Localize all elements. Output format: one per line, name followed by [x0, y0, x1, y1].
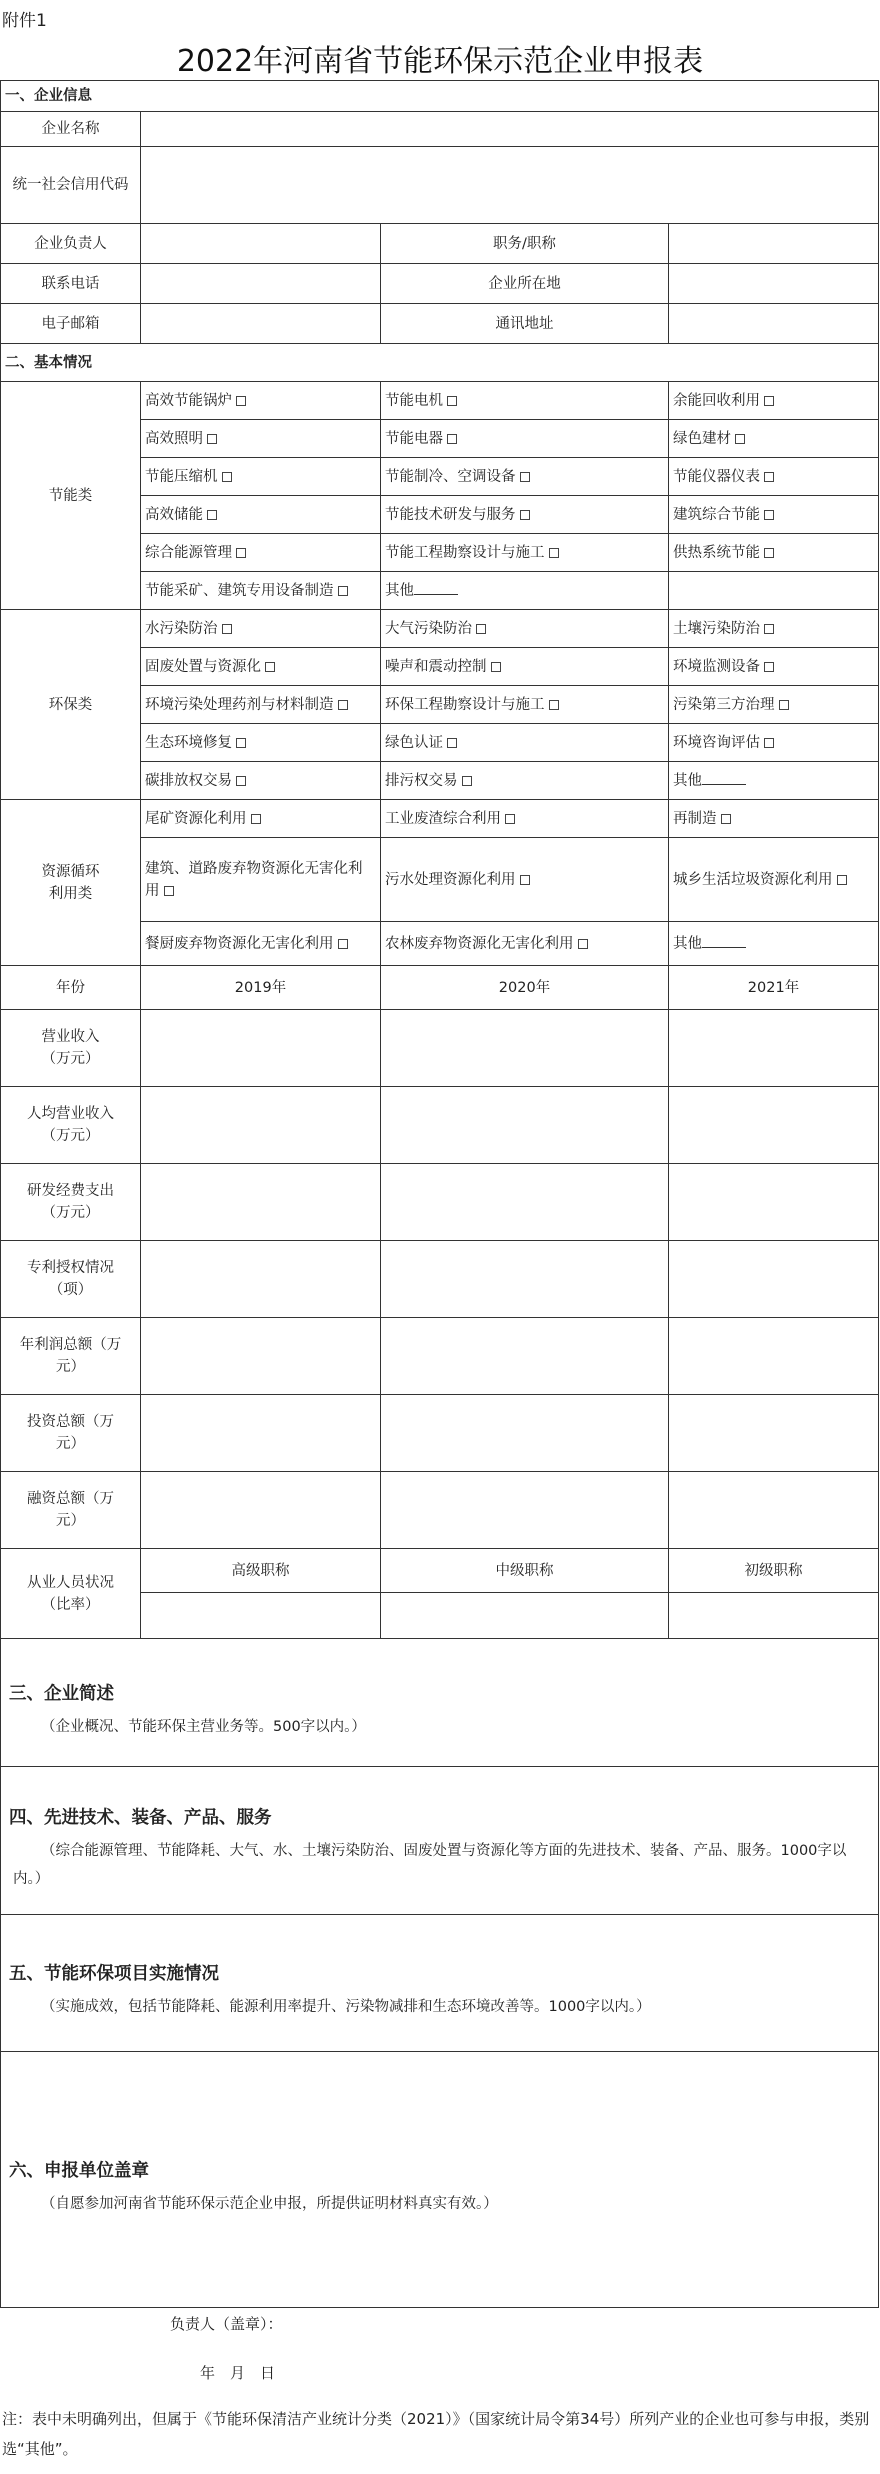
company-name-label: 企业名称	[1, 112, 141, 147]
section3-block[interactable]	[1, 1639, 879, 1767]
category-option[interactable]	[669, 420, 879, 458]
option-label: 节能仪器仪表	[673, 468, 760, 485]
signer-label: 负责人（盖章）：	[170, 2315, 283, 2333]
phone-field[interactable]	[141, 264, 381, 304]
staff-label	[1, 1549, 141, 1639]
checkbox-icon[interactable]	[447, 434, 457, 444]
section5-heading: 五、节能环保项目实施情况	[9, 1964, 219, 1984]
category-option[interactable]	[669, 534, 879, 572]
leader-field[interactable]	[141, 224, 381, 264]
label-line: （万元）	[41, 1205, 100, 1221]
option-label: 再制造	[673, 810, 717, 827]
category-option[interactable]	[669, 724, 879, 762]
metric-value-field[interactable]	[669, 1395, 879, 1472]
section4-hint: （综合能源管理、节能降耗、大气、水、土壤污染防治、固废处置与资源化等方面的先进技术、装备、产品、服务。1000字以内。）	[13, 1842, 847, 1887]
metric-value-field[interactable]	[669, 1472, 879, 1549]
checkbox-icon[interactable]	[779, 700, 789, 710]
option-label: 环境监测设备	[673, 658, 760, 675]
checkbox-icon[interactable]	[764, 396, 774, 406]
checkbox-icon[interactable]	[236, 548, 246, 558]
category-option[interactable]	[141, 686, 381, 724]
category-option[interactable]	[381, 800, 669, 838]
option-label: 餐厨废弃物资源化无害化利用	[145, 935, 334, 952]
option-label: 环境咨询评估	[673, 734, 760, 751]
attachment-label: 附件1	[2, 11, 47, 31]
section5-hint: （实施成效，包括节能降耗、能源利用率提升、污染物减排和生态环境改善等。1000字以内。）	[41, 1999, 651, 2015]
staff-title-header: 高级职称	[141, 1549, 381, 1593]
option-label: 节能采矿、建筑专用设备制造	[145, 582, 334, 599]
metric-value-field[interactable]	[141, 1164, 381, 1241]
checkbox-icon[interactable]	[491, 662, 501, 672]
option-label: 建筑、道路废弃物资源化无害化利用	[145, 860, 363, 899]
checkbox-icon[interactable]	[764, 472, 774, 482]
empty-cell	[669, 572, 879, 610]
label-line: 资源循环	[41, 863, 100, 880]
option-label: 高效照明	[145, 430, 203, 447]
label-line: 利用类	[48, 885, 93, 902]
metric-value-field[interactable]	[141, 1395, 381, 1472]
checkbox-icon[interactable]	[207, 434, 217, 444]
option-label: 绿色认证	[385, 734, 443, 751]
section6-block[interactable]	[1, 2052, 879, 2308]
option-label: 节能压缩机	[145, 468, 218, 485]
option-label: 土壤污染防治	[673, 620, 760, 637]
label-line: 从业人员状况	[27, 1574, 114, 1591]
checkbox-icon[interactable]	[462, 776, 472, 786]
label-line: 人均营业收入	[27, 1106, 114, 1122]
other-blank[interactable]	[414, 582, 458, 595]
checkbox-icon[interactable]	[251, 814, 261, 824]
application-form	[0, 80, 879, 2308]
label-line: 元）	[56, 1436, 85, 1452]
category-option[interactable]	[669, 686, 879, 724]
category-option[interactable]	[381, 648, 669, 686]
phone-label: 联系电话	[1, 264, 141, 304]
option-label: 余能回收利用	[673, 392, 760, 409]
year-header: 2021年	[669, 966, 879, 1010]
checkbox-icon[interactable]	[549, 700, 559, 710]
category-option[interactable]	[669, 610, 879, 648]
category-option[interactable]	[141, 382, 381, 420]
checkbox-icon[interactable]	[764, 662, 774, 672]
location-label: 企业所在地	[381, 264, 669, 304]
category-option[interactable]	[381, 382, 669, 420]
category-option[interactable]	[381, 572, 669, 610]
option-label: 节能电机	[385, 392, 443, 409]
checkbox-icon[interactable]	[222, 624, 232, 634]
metric-value-field[interactable]	[141, 1241, 381, 1318]
option-label: 供热系统节能	[673, 544, 760, 561]
credit-code-label: 统一社会信用代码	[1, 147, 141, 224]
category-option[interactable]	[141, 762, 381, 800]
option-label: 碳排放权交易	[145, 772, 232, 789]
category-option[interactable]	[381, 458, 669, 496]
option-label: 其他	[673, 772, 702, 789]
label-line: （项）	[48, 1282, 93, 1298]
metric-value-field[interactable]	[141, 1472, 381, 1549]
checkbox-icon[interactable]	[505, 814, 515, 824]
metric-value-field[interactable]	[669, 1010, 879, 1087]
label-line: 专利授权情况	[27, 1260, 114, 1276]
email-field[interactable]	[141, 304, 381, 344]
metric-value-field[interactable]	[669, 1164, 879, 1241]
staff-title-header: 中级职称	[381, 1549, 669, 1593]
category-option[interactable]	[381, 838, 669, 922]
category-option[interactable]	[141, 648, 381, 686]
metric-value-field[interactable]	[141, 1318, 381, 1395]
checkbox-icon[interactable]	[236, 776, 246, 786]
option-label: 其他	[673, 935, 702, 952]
metric-value-field[interactable]	[381, 1318, 669, 1395]
option-label: 高效储能	[145, 506, 203, 523]
other-blank[interactable]	[702, 935, 746, 948]
section6-heading: 六、申报单位盖章	[9, 2160, 149, 2181]
section1-heading: 一、企业信息	[1, 81, 879, 112]
category-option[interactable]	[381, 922, 669, 966]
year-header: 2019年	[141, 966, 381, 1010]
option-label: 水污染防治	[145, 620, 218, 637]
metric-label	[1, 1010, 141, 1087]
checkbox-icon[interactable]	[721, 814, 731, 824]
option-label: 噪声和震动控制	[385, 658, 487, 675]
page-title: 2022年河南省节能环保示范企业申报表	[176, 44, 704, 79]
section4-block[interactable]	[1, 1767, 879, 1915]
checkbox-icon[interactable]	[764, 624, 774, 634]
category-option[interactable]	[141, 496, 381, 534]
category-option[interactable]	[669, 496, 879, 534]
leader-label: 企业负责人	[1, 224, 141, 264]
checkbox-icon[interactable]	[476, 624, 486, 634]
section4-heading: 四、先进技术、装备、产品、服务	[9, 1807, 272, 1828]
category-option[interactable]	[381, 496, 669, 534]
checkbox-icon[interactable]	[837, 875, 847, 885]
checkbox-icon[interactable]	[207, 510, 217, 520]
category-option[interactable]	[669, 458, 879, 496]
position-label: 职务/职称	[381, 224, 669, 264]
category-option[interactable]	[669, 648, 879, 686]
option-label: 固废处置与资源化	[145, 658, 261, 675]
location-field[interactable]	[669, 264, 879, 304]
checkbox-icon[interactable]	[338, 586, 348, 596]
staff-ratio-field[interactable]	[141, 1593, 381, 1639]
metric-value-field[interactable]	[381, 1472, 669, 1549]
category-option[interactable]	[141, 572, 381, 610]
category-option[interactable]	[381, 724, 669, 762]
option-label: 环保工程勘察设计与施工	[385, 696, 545, 713]
option-label: 节能技术研发与服务	[385, 506, 516, 523]
option-label: 污水处理资源化利用	[385, 871, 516, 888]
category-option[interactable]	[669, 922, 879, 966]
option-label: 绿色建材	[673, 430, 731, 447]
section6-hint: （自愿参加河南省节能环保示范企业申报，所提供证明材料真实有效。）	[41, 2195, 498, 2212]
category-option[interactable]	[381, 420, 669, 458]
metric-label	[1, 1318, 141, 1395]
category-option[interactable]	[669, 762, 879, 800]
label-line: 年利润总额（万	[19, 1337, 122, 1353]
label-line: （比率）	[41, 1596, 100, 1613]
checkbox-icon[interactable]	[338, 700, 348, 710]
option-label: 污染第三方治理	[673, 696, 775, 713]
date-label: 年 月 日	[200, 2364, 276, 2382]
checkbox-icon[interactable]	[236, 396, 246, 406]
year-label: 年份	[1, 966, 141, 1010]
label-line: 融资总额（万	[27, 1491, 114, 1507]
metric-value-field[interactable]	[669, 1318, 879, 1395]
option-label: 尾矿资源化利用	[145, 810, 247, 827]
metric-value-field[interactable]	[669, 1087, 879, 1164]
section5-block[interactable]	[1, 1915, 879, 2052]
option-label: 建筑综合节能	[673, 506, 760, 523]
metric-value-field[interactable]	[381, 1241, 669, 1318]
category-option[interactable]	[669, 800, 879, 838]
category-option[interactable]	[141, 534, 381, 572]
section3-hint: （企业概况、节能环保主营业务等。500字以内。）	[41, 1718, 366, 1735]
category-option[interactable]	[141, 800, 381, 838]
section2-heading: 二、基本情况	[1, 344, 879, 382]
metric-label	[1, 1472, 141, 1549]
checkbox-icon[interactable]	[735, 434, 745, 444]
category-option[interactable]	[381, 610, 669, 648]
category-option[interactable]	[141, 458, 381, 496]
checkbox-icon[interactable]	[447, 396, 457, 406]
energy-category-label: 节能类	[1, 382, 141, 610]
checkbox-icon[interactable]	[338, 939, 348, 949]
metric-value-field[interactable]	[381, 1010, 669, 1087]
checkbox-icon[interactable]	[164, 886, 174, 896]
staff-ratio-field[interactable]	[669, 1593, 879, 1639]
label-line: 投资总额（万	[27, 1414, 114, 1430]
checkbox-icon[interactable]	[764, 510, 774, 520]
label-line: 研发经费支出	[27, 1183, 114, 1199]
label-line: （万元）	[41, 1128, 100, 1144]
label-line: 元）	[56, 1513, 85, 1529]
section3-heading: 三、企业简述	[9, 1683, 114, 1704]
category-option[interactable]	[141, 838, 381, 922]
category-option[interactable]	[141, 922, 381, 966]
option-label: 大气污染防治	[385, 620, 472, 637]
option-label: 节能电器	[385, 430, 443, 447]
checkbox-icon[interactable]	[520, 472, 530, 482]
option-label: 环境污染处理药剂与材料制造	[145, 696, 334, 713]
metric-value-field[interactable]	[381, 1087, 669, 1164]
checkbox-icon[interactable]	[764, 548, 774, 558]
category-option[interactable]	[381, 762, 669, 800]
metric-value-field[interactable]	[669, 1241, 879, 1318]
label-line: 元）	[56, 1359, 85, 1375]
checkbox-icon[interactable]	[222, 472, 232, 482]
label-line: 营业收入	[41, 1029, 100, 1045]
label-line: （万元）	[41, 1051, 100, 1067]
env-category-label: 环保类	[1, 610, 141, 800]
category-option[interactable]	[669, 838, 879, 922]
option-label: 高效节能锅炉	[145, 392, 232, 409]
option-label: 排污权交易	[385, 772, 458, 789]
option-label: 节能制冷、空调设备	[385, 468, 516, 485]
option-label: 其他	[385, 582, 414, 599]
email-label: 电子邮箱	[1, 304, 141, 344]
option-label: 节能工程勘察设计与施工	[385, 544, 545, 561]
option-label: 工业废渣综合利用	[385, 810, 501, 827]
option-label: 综合能源管理	[145, 544, 232, 561]
footnote: 注：表中未明确列出，但属于《节能环保清洁产业统计分类（2021）》（国家统计局令第34号）所列产业的企业也可参与申报，类别选“其他”。	[2, 2410, 870, 2458]
option-label: 生态环境修复	[145, 734, 232, 751]
metric-value-field[interactable]	[381, 1164, 669, 1241]
checkbox-icon[interactable]	[549, 548, 559, 558]
metric-label	[1, 1087, 141, 1164]
checkbox-icon[interactable]	[764, 738, 774, 748]
category-option[interactable]	[669, 382, 879, 420]
address-field[interactable]	[669, 304, 879, 344]
metric-value-field[interactable]	[141, 1087, 381, 1164]
metric-label	[1, 1241, 141, 1318]
checkbox-icon[interactable]	[447, 738, 457, 748]
category-option[interactable]	[381, 686, 669, 724]
metric-value-field[interactable]	[141, 1010, 381, 1087]
category-option[interactable]	[141, 610, 381, 648]
metric-label	[1, 1164, 141, 1241]
metric-label	[1, 1395, 141, 1472]
checkbox-icon[interactable]	[520, 510, 530, 520]
category-option[interactable]	[381, 534, 669, 572]
metric-value-field[interactable]	[381, 1395, 669, 1472]
category-option[interactable]	[141, 724, 381, 762]
option-label: 城乡生活垃圾资源化利用	[673, 871, 833, 888]
staff-title-header: 初级职称	[669, 1549, 879, 1593]
address-label: 通讯地址	[381, 304, 669, 344]
checkbox-icon[interactable]	[236, 738, 246, 748]
company-name-field[interactable]	[141, 112, 879, 147]
other-blank[interactable]	[702, 772, 746, 785]
position-field[interactable]	[669, 224, 879, 264]
checkbox-icon[interactable]	[578, 939, 588, 949]
staff-ratio-field[interactable]	[381, 1593, 669, 1639]
category-option[interactable]	[141, 420, 381, 458]
recycle-category-label	[1, 800, 141, 966]
option-label: 农林废弃物资源化无害化利用	[385, 935, 574, 952]
year-header: 2020年	[381, 966, 669, 1010]
checkbox-icon[interactable]	[520, 875, 530, 885]
credit-code-field[interactable]	[141, 147, 879, 224]
checkbox-icon[interactable]	[265, 662, 275, 672]
